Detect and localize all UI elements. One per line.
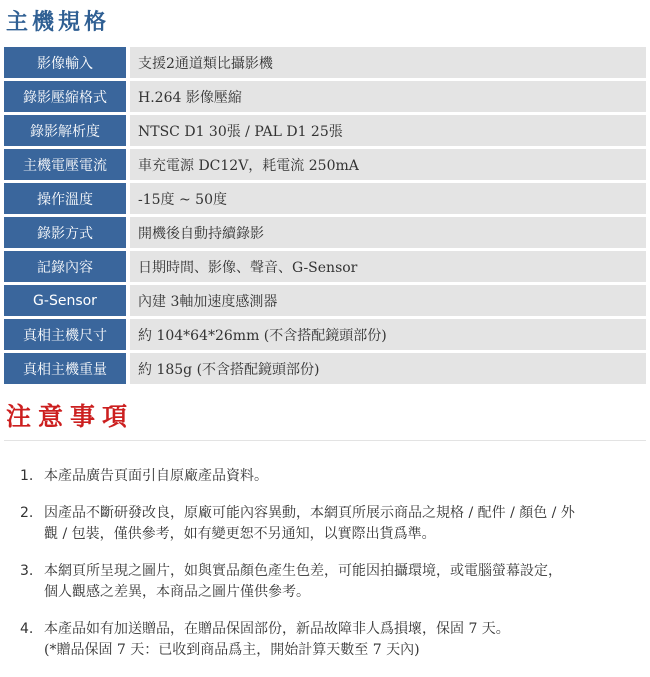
spec-value: 支援2通道類比攝影機 [126, 47, 646, 78]
spec-value: 內建 3軸加速度感測器 [126, 285, 646, 316]
spec-value: 約 185g (不含搭配鏡頭部份) [126, 353, 646, 384]
spec-row [4, 285, 646, 316]
spec-row [4, 319, 646, 350]
spec-row [4, 217, 646, 248]
notice-item [20, 503, 640, 545]
notice-item [20, 619, 640, 661]
spec-table [4, 44, 646, 387]
notice-number: 1. [20, 468, 34, 484]
spec-label: 錄影解析度 [4, 115, 126, 146]
spec-value: 開機後自動持續錄影 [126, 217, 646, 248]
section-divider [4, 440, 646, 441]
notice-number: 3. [20, 563, 34, 579]
spec-section-title: 主機規格 [6, 9, 111, 35]
spec-value: -15度 ~ 50度 [126, 183, 646, 214]
notice-text-line: 本網頁所呈現之圖片，如與實品顏色產生色差，可能因拍攝環境，或電腦螢幕設定， [44, 563, 562, 579]
spec-label: 主機電壓電流 [4, 149, 126, 180]
spec-value: H.264 影像壓縮 [126, 81, 646, 112]
spec-value: 日期時間、影像、聲音、G-Sensor [126, 251, 646, 282]
spec-label: 真相主機重量 [4, 353, 126, 384]
spec-label: 真相主機尺寸 [4, 319, 126, 350]
notice-section-title: 注意事項 [6, 402, 135, 431]
notice-number: 4. [20, 621, 34, 637]
spec-label: 影像輸入 [4, 47, 126, 78]
spec-row [4, 149, 646, 180]
notice-number: 2. [20, 505, 34, 521]
spec-value: NTSC D1 30張 / PAL D1 25張 [126, 115, 646, 146]
spec-row [4, 115, 646, 146]
spec-label: 錄影方式 [4, 217, 126, 248]
spec-label: 操作溫度 [4, 183, 126, 214]
notice-text-line: 觀 / 包裝，僅供參考，如有變更恕不另通知，以實際出貨爲準。 [44, 526, 436, 542]
spec-value: 約 104*64*26mm (不含搭配鏡頭部份) [126, 319, 646, 350]
spec-label: 錄影壓縮格式 [4, 81, 126, 112]
spec-row [4, 251, 646, 282]
spec-value: 車充電源 DC12V，耗電流 250mA [126, 149, 646, 180]
notice-text-line: 因產品不斷研發改良，原廠可能內容異動，本網頁所展示商品之規格 / 配件 / 顏色 / 外 [44, 505, 575, 521]
notice-text-line: 本產品廣告頁面引自原廠產品資料。 [44, 468, 268, 484]
notice-list [20, 466, 640, 677]
notice-text-line: (*贈品保固 7 天：已收到商品爲主，開始計算天數至 7 天內) [44, 642, 420, 658]
spec-label: G-Sensor [4, 285, 126, 316]
spec-row [4, 81, 646, 112]
spec-label: 記錄內容 [4, 251, 126, 282]
notice-item [20, 561, 640, 603]
spec-row [4, 183, 646, 214]
spec-row [4, 47, 646, 78]
spec-row [4, 353, 646, 384]
notice-text-line: 本產品如有加送贈品，在贈品保固部份，新品故障非人爲損壞，保固 7 天。 [44, 621, 510, 637]
notice-item [20, 466, 640, 487]
notice-text-line: 個人觀感之差異，本商品之圖片僅供參考。 [44, 584, 310, 600]
